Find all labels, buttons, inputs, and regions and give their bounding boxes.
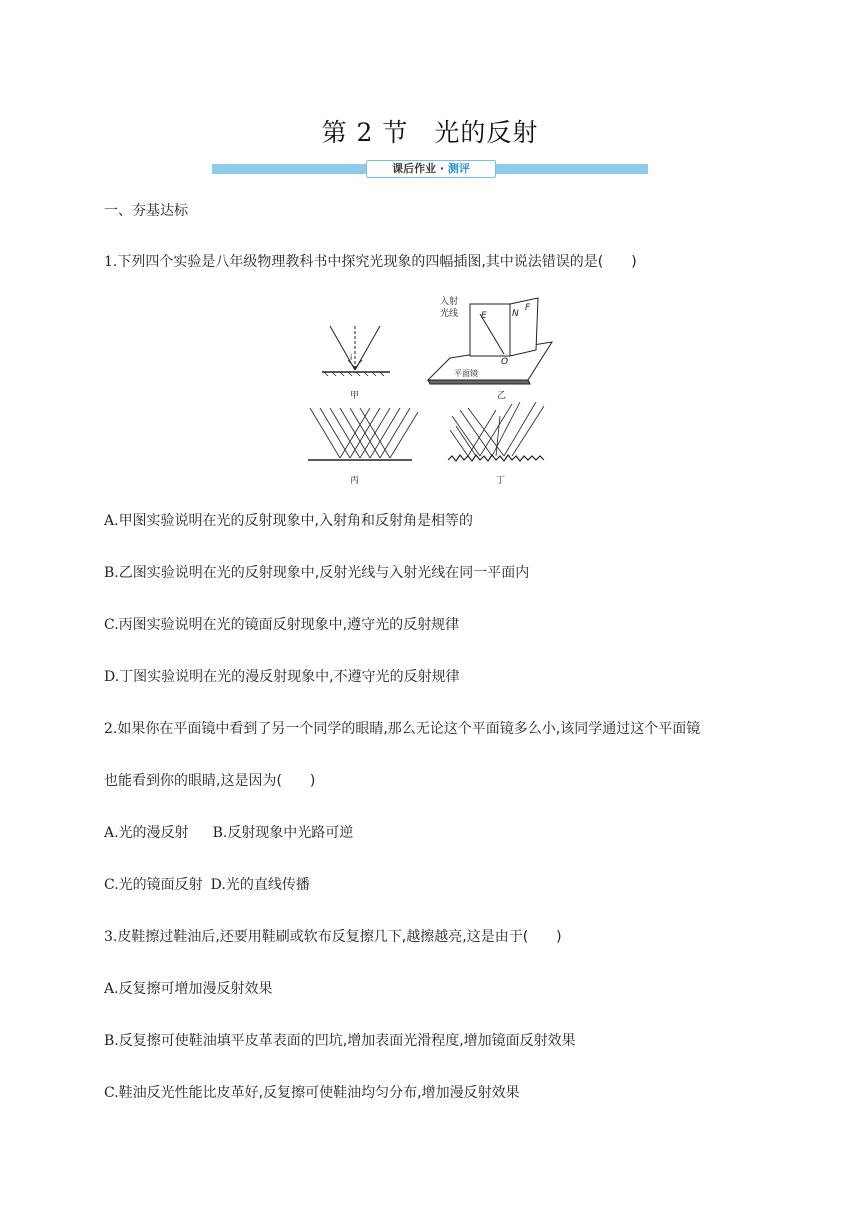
question-1-text: 下列四个实验是八年级物理教科书中探究光现象的四幅插图,其中说法错误的是( ): [117, 254, 637, 270]
option-letter: A.: [104, 981, 119, 997]
option-letter: D.: [210, 877, 226, 893]
point-n-label: N: [512, 309, 519, 319]
question-3-option-a: [104, 979, 273, 999]
question-1-option-c: [104, 615, 459, 635]
option-letter: A.: [104, 825, 119, 841]
option-text: 光的直线传播: [225, 877, 310, 893]
banner-accent: 测评: [447, 162, 470, 175]
figure-bing: [308, 408, 418, 460]
option-text: 丁图实验说明在光的漫反射现象中,不遵守光的反射规律: [119, 669, 460, 685]
question-1-option-a: [104, 511, 473, 531]
option-letter: B.: [104, 565, 119, 581]
page-title: 第 2 节 光的反射: [321, 118, 539, 147]
option-text: 鞋油反光性能比皮革好,反复擦可使鞋油均匀分布,增加漫反射效果: [118, 1085, 520, 1101]
option-letter: D.: [104, 669, 120, 685]
question-3-number: 3.: [104, 929, 118, 945]
question-3-stem: [104, 927, 562, 947]
figure-jia: [322, 326, 390, 376]
option-letter: B.: [212, 825, 228, 841]
question-1-option-d: [104, 667, 460, 687]
option-letter: B.: [104, 1033, 119, 1049]
option-text: 丙图实验说明在光的镜面反射现象中,遵守光的反射规律: [118, 617, 460, 633]
option-text: 光的漫反射: [118, 825, 189, 841]
figure-label-jia: 甲: [350, 391, 360, 401]
question-1-figure: [300, 290, 560, 490]
option-letter: C.: [104, 617, 119, 633]
question-2-text: 如果你在平面镜中看到了另一个同学的眼睛,那么无论这个平面镜多么小,该同学通过这个平面镜: [117, 721, 701, 737]
option-text: 甲图实验说明在光的反射现象中,入射角和反射角是相等的: [118, 513, 474, 529]
question-1-stem: [104, 252, 637, 272]
question-2-options-row-1: [104, 823, 353, 843]
question-2-stem-line-2: 也能看到你的眼睛,这是因为( ): [104, 773, 316, 789]
question-2-number: 2.: [104, 721, 118, 737]
option-text: 光的镜面反射: [118, 877, 203, 893]
figure-label-ding: 丁: [496, 476, 506, 486]
option-letter: A.: [104, 513, 119, 529]
figure-ding: [448, 402, 544, 461]
question-1-number: 1.: [104, 254, 118, 270]
section-heading: 一、夯基达标: [104, 203, 188, 219]
angle-i-label: i: [350, 353, 353, 362]
option-text: 乙图实验说明在光的反射现象中,反射光线与入射光线在同一平面内: [118, 565, 530, 581]
question-1-option-b: [104, 563, 529, 583]
banner-label: 课后作业 ·: [392, 162, 448, 175]
question-3-option-b: [104, 1031, 576, 1051]
option-letter: C.: [104, 877, 119, 893]
question-2-stem-line-1: [104, 719, 700, 739]
figure-label-bing: 丙: [350, 476, 360, 486]
section-banner-label: [366, 160, 496, 178]
incident-ray-label-2: 光线: [440, 309, 459, 319]
figure-label-yi: 乙: [497, 391, 507, 401]
point-f-label: F: [525, 303, 531, 313]
option-text: 反复擦可使鞋油填平皮革表面的凹坑,增加表面光滑程度,增加镜面反射效果: [118, 1033, 576, 1049]
option-text: 反射现象中光路可逆: [227, 825, 354, 841]
question-3-option-c: [104, 1083, 520, 1103]
question-2-options-row-2: [104, 875, 310, 895]
point-e-label: E: [481, 311, 487, 321]
reflection-experiments-figure: [300, 290, 560, 490]
option-text: 反复擦可增加漫反射效果: [118, 981, 273, 997]
question-3-text: 皮鞋擦过鞋油后,还要用鞋刷或软布反复擦几下,越擦越亮,这是由于( ): [117, 929, 562, 945]
incident-ray-label-1: 入射: [440, 297, 459, 307]
mirror-label: 平面镜: [454, 369, 478, 378]
point-o-label: O: [501, 357, 509, 367]
option-letter: C.: [104, 1085, 119, 1101]
